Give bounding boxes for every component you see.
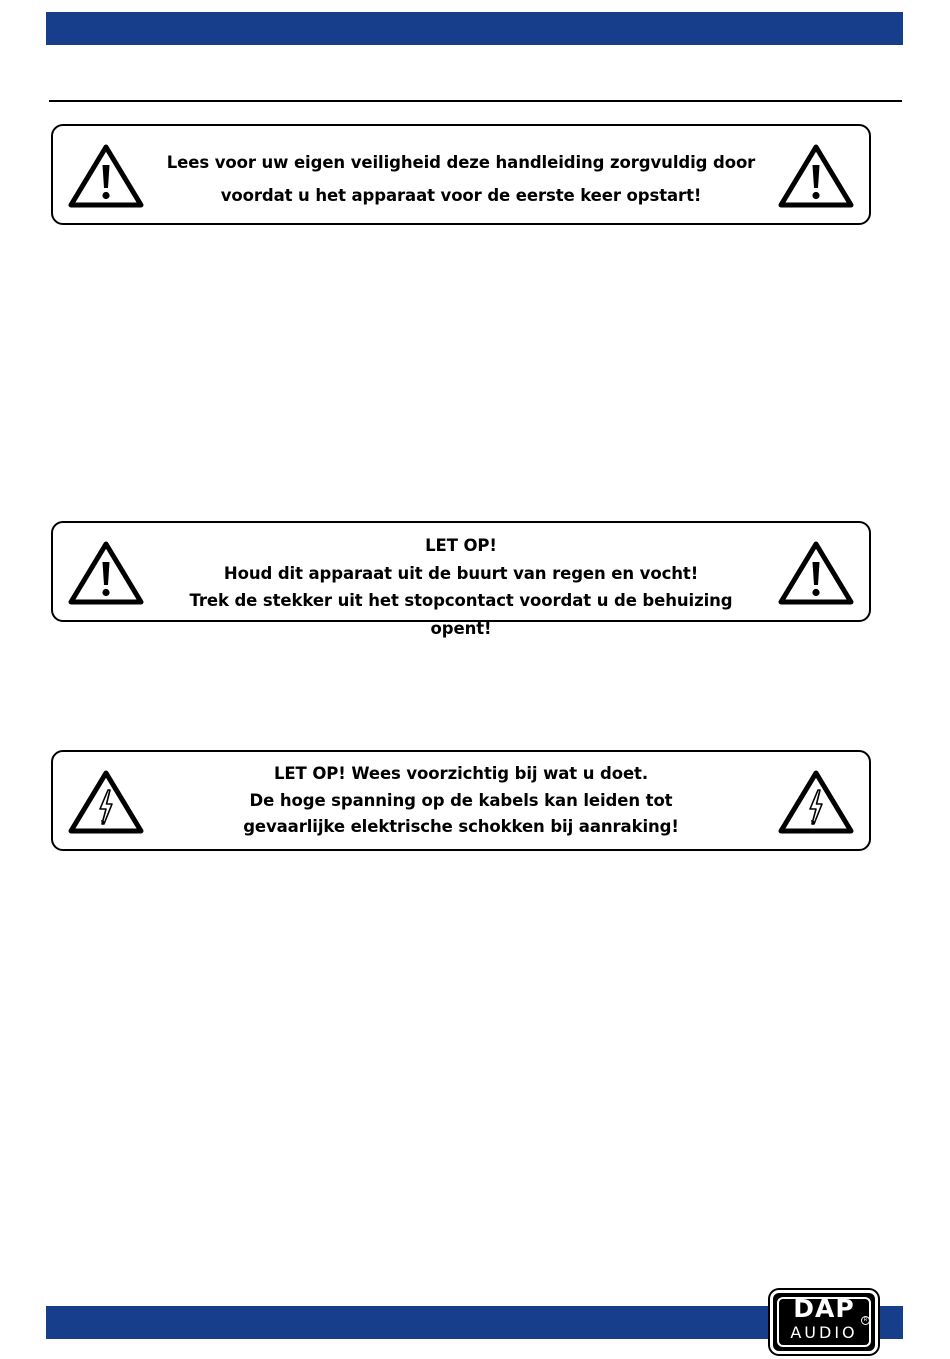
exclamation-triangle-icon xyxy=(777,540,855,606)
warning-line: LET OP! xyxy=(425,536,497,555)
warning-line: Lees voor uw eigen veiligheid deze handleiding zorgvuldig door xyxy=(166,153,756,172)
warning-line: gevaarlijke elektrische schokken bij aanraking! xyxy=(243,817,679,836)
warning-box-moisture xyxy=(51,521,871,638)
logo-top-text: DAP xyxy=(793,1294,855,1323)
high-voltage-triangle-icon xyxy=(777,769,855,835)
exclamation-triangle-icon xyxy=(777,143,855,209)
registered-mark-icon: R xyxy=(861,1316,870,1325)
dap-audio-logo xyxy=(770,1290,878,1354)
exclamation-triangle-icon xyxy=(67,540,145,606)
warning-line: voordat u het apparaat voor de eerste keer opstart! xyxy=(220,186,702,205)
warning-line: Houd dit apparaat uit de buurt van regen en vocht! xyxy=(223,563,699,583)
high-voltage-triangle-icon xyxy=(67,769,145,835)
warning-box-manual xyxy=(51,124,871,225)
warning-text-high-voltage xyxy=(163,761,759,841)
warning-text-moisture xyxy=(163,532,759,642)
warning-line: LET OP! Wees voorzichtig bij wat u doet. xyxy=(273,764,649,783)
warning-box-high-voltage xyxy=(51,750,871,851)
warning-line: De hoge spanning op de kabels kan leiden tot xyxy=(249,790,673,810)
warning-line: Trek de stekker uit het stopcontact voordat u de behuizing opent! xyxy=(189,591,733,638)
logo-bottom-text: AUDIO xyxy=(790,1323,858,1342)
warning-text-manual xyxy=(163,146,759,212)
header-rule xyxy=(49,100,902,102)
exclamation-triangle-icon xyxy=(67,143,145,209)
header-bar xyxy=(46,12,903,45)
